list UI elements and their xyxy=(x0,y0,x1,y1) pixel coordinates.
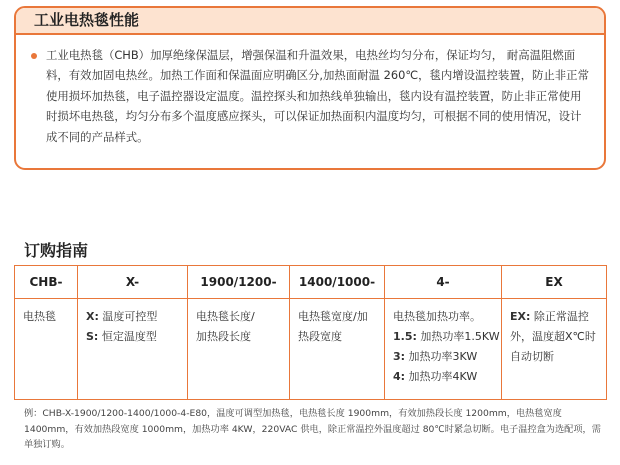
type-option: X: 温度可控型 xyxy=(86,310,158,323)
power-option: 1.5: 加热功率1.5KW xyxy=(393,330,500,343)
header-type: X- xyxy=(78,266,188,299)
table-row xyxy=(15,299,607,400)
order-example: 例：CHB-X-1900/1200-1400/1000-4-E80，温度可调型加热毯，电热毯长度 1900mm，有效加热段长度 1200mm，电热毯宽度 1400mm，有效加热段宽度 1000mm，加热功率 4KW，220VAC 供电，除正常温控外温度超过 80℃时紧急切断。电子温控盒为选配项，需单独订购。 xyxy=(24,408,601,450)
length-desc: 电热毯长度/ xyxy=(196,310,255,323)
section-title: 工业电热毯性能 xyxy=(16,8,604,35)
section-body xyxy=(16,35,604,147)
cell-type xyxy=(78,299,188,400)
bullet-icon xyxy=(31,53,37,59)
header-chb: CHB- xyxy=(15,266,78,299)
product-name: 电热毯 xyxy=(23,310,56,323)
header-power: 4- xyxy=(385,266,502,299)
width-desc: 电热毯宽度/加 xyxy=(298,310,368,323)
width-desc: 热段宽度 xyxy=(298,330,342,343)
cell-width xyxy=(290,299,385,400)
order-spec-table xyxy=(14,265,607,400)
power-option: 4: 加热功率4KW xyxy=(393,370,478,383)
order-guide-title: 订购指南 xyxy=(24,241,89,260)
section-description: 工业电热毯（CHB）加厚绝缘保温层，增强保温和升温效果，电热丝均匀分布，保证均匀， 耐高温阻燃面料，有效加固电热丝。加热工作面和保温面应明确区分,加热面耐温 260℃，毯内增设温控装置，防止非正常使用损坏加热毯，电子温控器设定温度。温控探头和加热线单独输出，毯内设有温控装置，防止非正常使用时损坏电热毯，均匀分布多个温度感应探头，可以保证加热面积内温度均匀，可根据不同的使用情况，设计成不同的产品样式。 xyxy=(46,48,589,144)
ex-desc: EX: 除正常温控外，温度超X℃时自动切断 xyxy=(510,310,596,363)
cell-power xyxy=(385,299,502,400)
cell-ex xyxy=(502,299,607,400)
header-width: 1400/1000- xyxy=(290,266,385,299)
type-option: S: 恒定温度型 xyxy=(86,330,157,343)
power-option: 3: 加热功率3KW xyxy=(393,350,478,363)
header-ex: EX xyxy=(502,266,607,299)
performance-section xyxy=(14,6,606,170)
table-header-row xyxy=(15,266,607,299)
cell-length xyxy=(188,299,290,400)
header-length: 1900/1200- xyxy=(188,266,290,299)
length-desc: 加热段长度 xyxy=(196,330,251,343)
cell-product xyxy=(15,299,78,400)
power-desc: 电热毯加热功率。 xyxy=(393,310,481,323)
